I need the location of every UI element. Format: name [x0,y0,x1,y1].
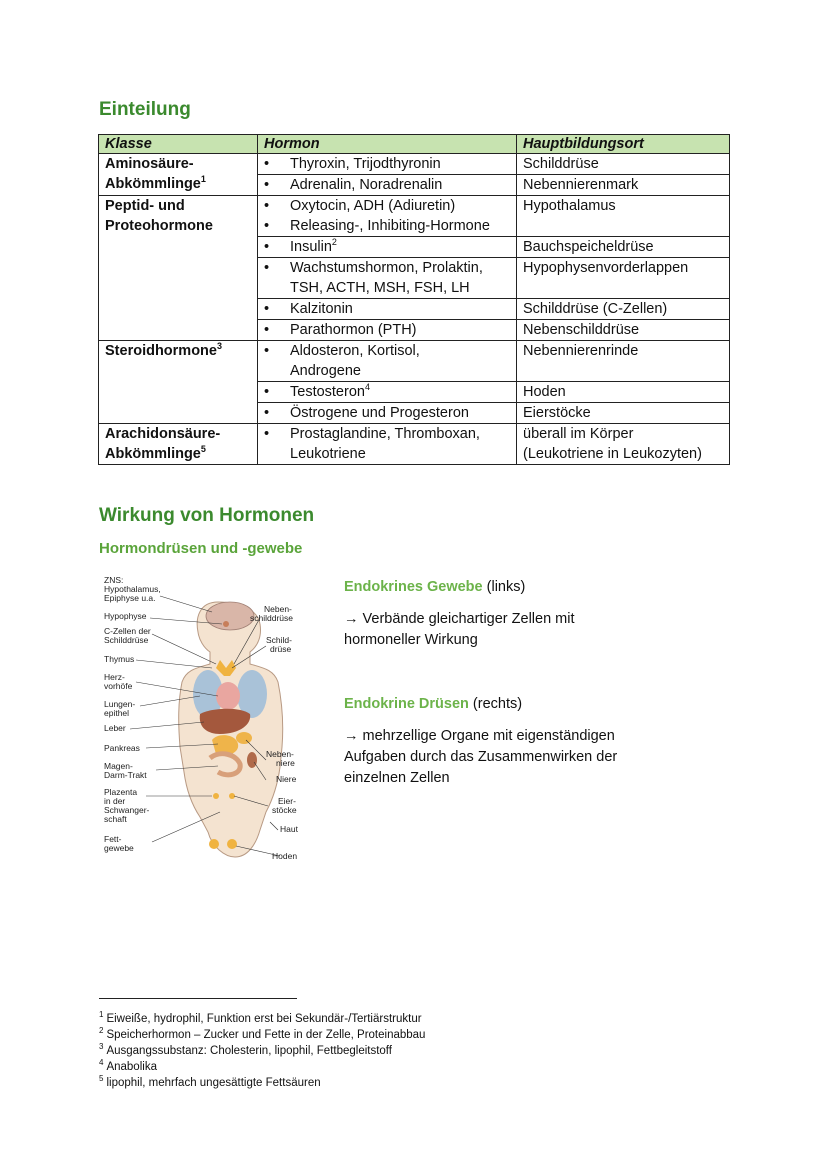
table-row [99,424,730,465]
label-schilddruese-left: Schilddrüse [104,635,149,645]
adrenal-shape [236,732,252,744]
label-schild: Schild- [266,635,292,645]
endokrine-druesen-heading: Endokrine Drüsen (rechts) [344,696,523,712]
hormon-cell: • Kalzitonin [258,299,517,320]
table-header-row [99,135,730,154]
label-epiphyse: Epiphyse u.a. [104,593,156,603]
table-row [99,341,730,382]
hormon-cell: • Oxytocin, ADH (Adiuretin) • Releasing-, Inhibiting-Hormone [258,196,517,237]
hormon-cell: • Parathormon (PTH) [258,320,517,341]
label-hoden: Hoden [272,851,298,861]
label-nebenschilddruese: schilddrüse [250,613,293,623]
footnote-divider [99,998,297,999]
label-neben: Neben- [264,604,292,614]
label-stoecke: stöcke [272,805,297,815]
ort-cell: Nebennierenrinde [517,341,730,382]
label-in-der: in der [104,796,126,806]
label-herz: Herz- [104,672,125,682]
hormon-cell: • Insulin$^2$ [258,237,517,258]
hormon-cell: • Aldosteron, Kortisol, Androgene [258,341,517,382]
footnote-3: $^3$ Ausgangssubstanz: Cholesterin, lipophil, Fettbegleitstoff [99,1042,392,1057]
label-vorhoefe: vorhöfe [104,681,133,691]
ort-cell: überall im Körper (Leukotriene in Leukozyten) [517,424,730,465]
testis-right-shape [227,839,237,849]
label-epithel: epithel [104,708,130,718]
label-niere-part: niere [276,758,295,768]
endokrine-druesen-text: → mehrzellige Organe mit eigenständigen Aufgaben durch das Zusammenwirken der einzelnen Zellen [344,728,618,786]
table-row [99,196,730,237]
label-neben-niere: Neben- [266,749,294,759]
ort-cell: Schilddrüse [517,154,730,175]
klasse-cell: Steroidhormone$^3$ [99,341,258,424]
label-hypothalamus: Hypothalamus, [104,584,161,594]
label-plazenta: Plazenta [104,787,138,797]
footnote-4: $^4$ Anabolika [99,1058,157,1073]
ort-cell: Hypophysenvorderlappen [517,258,730,299]
hormon-cell: • Östrogene und Progesteron [258,403,517,424]
footnotes [99,1011,425,1091]
ort-cell: Hypothalamus [517,196,730,237]
section-title-wirkung: Wirkung von Hormonen [99,505,315,526]
endocrine-body-figure [100,572,310,868]
ort-cell: Bauchspeicheldrüse [517,237,730,258]
klasse-cell: Aminosäure- Abkömmlinge$^1$ [99,154,258,196]
hormone-table [98,134,730,465]
label-c-zellen: C-Zellen der [104,626,151,636]
table-row [99,154,730,175]
footnote-5: $^5$ lipophil, mehrfach ungesättigte Fettsäuren [99,1074,321,1089]
hormon-cell: • Testosteron$^4$ [258,382,517,403]
heart-shape [216,682,240,710]
footnote-2: $^2$ Speicherhormon – Zucker und Fette in der Zelle, Proteinabbau [99,1026,426,1041]
ort-cell: Nebennierenmark [517,175,730,196]
section-title-einteilung: Einteilung [99,99,191,120]
hormon-cell: • Adrenalin, Noradrenalin [258,175,517,196]
col-header-hormon: Hormon [258,135,517,154]
hormon-cell: • Prostaglandine, Thromboxan, Leukotriene [258,424,517,465]
label-leber: Leber [104,723,126,733]
label-hypophyse: Hypophyse [104,611,147,621]
kidney-shape [247,752,257,768]
hypophyse-shape [223,621,229,627]
section-subtitle-druesen: Hormondrüsen und -gewebe [99,540,303,557]
ort-cell: Nebenschilddrüse [517,320,730,341]
ort-cell: Hoden [517,382,730,403]
klasse-cell: Arachidonsäure- Abkömmlinge$^5$ [99,424,258,465]
label-zns: ZNS: [104,575,124,585]
testis-left-shape [209,839,219,849]
label-darm-trakt: Darm-Trakt [104,770,147,780]
label-niere: Niere [276,774,297,784]
label-schaft: schaft [104,814,127,824]
label-eier: Eier- [278,796,296,806]
label-pankreas: Pankreas [104,743,140,753]
col-header-ort: Hauptbildungsort [517,135,730,154]
endokrines-gewebe-heading: Endokrines Gewebe (links) [344,579,526,595]
label-magen: Magen- [104,761,133,771]
label-druese: drüse [270,644,292,654]
brain-shape [206,602,254,630]
hormon-cell: • Wachstumshormon, Prolaktin, TSH, ACTH, MSH, FSH, LH [258,258,517,299]
ort-cell: Schilddrüse (C-Zellen) [517,299,730,320]
hormon-cell: • Thyroxin, Trijodthyronin [258,154,517,175]
endokrines-gewebe-text: → Verbände gleichartiger Zellen mit hormoneller Wirkung [344,611,575,648]
label-fett: Fett- [104,834,122,844]
label-lungen: Lungen- [104,699,136,709]
ovary-left-shape [213,793,219,799]
label-gewebe: gewebe [104,843,134,853]
label-thymus: Thymus [104,654,135,664]
klasse-cell: Peptid- und Proteohormone [99,196,258,341]
col-header-klasse: Klasse [99,135,258,154]
ort-cell: Eierstöcke [517,403,730,424]
footnote-1: $^1$ Eiweiße, hydrophil, Funktion erst bei Sekundär-/Tertiärstruktur [99,1010,422,1025]
label-schwanger: Schwanger- [104,805,150,815]
label-haut: Haut [280,824,298,834]
